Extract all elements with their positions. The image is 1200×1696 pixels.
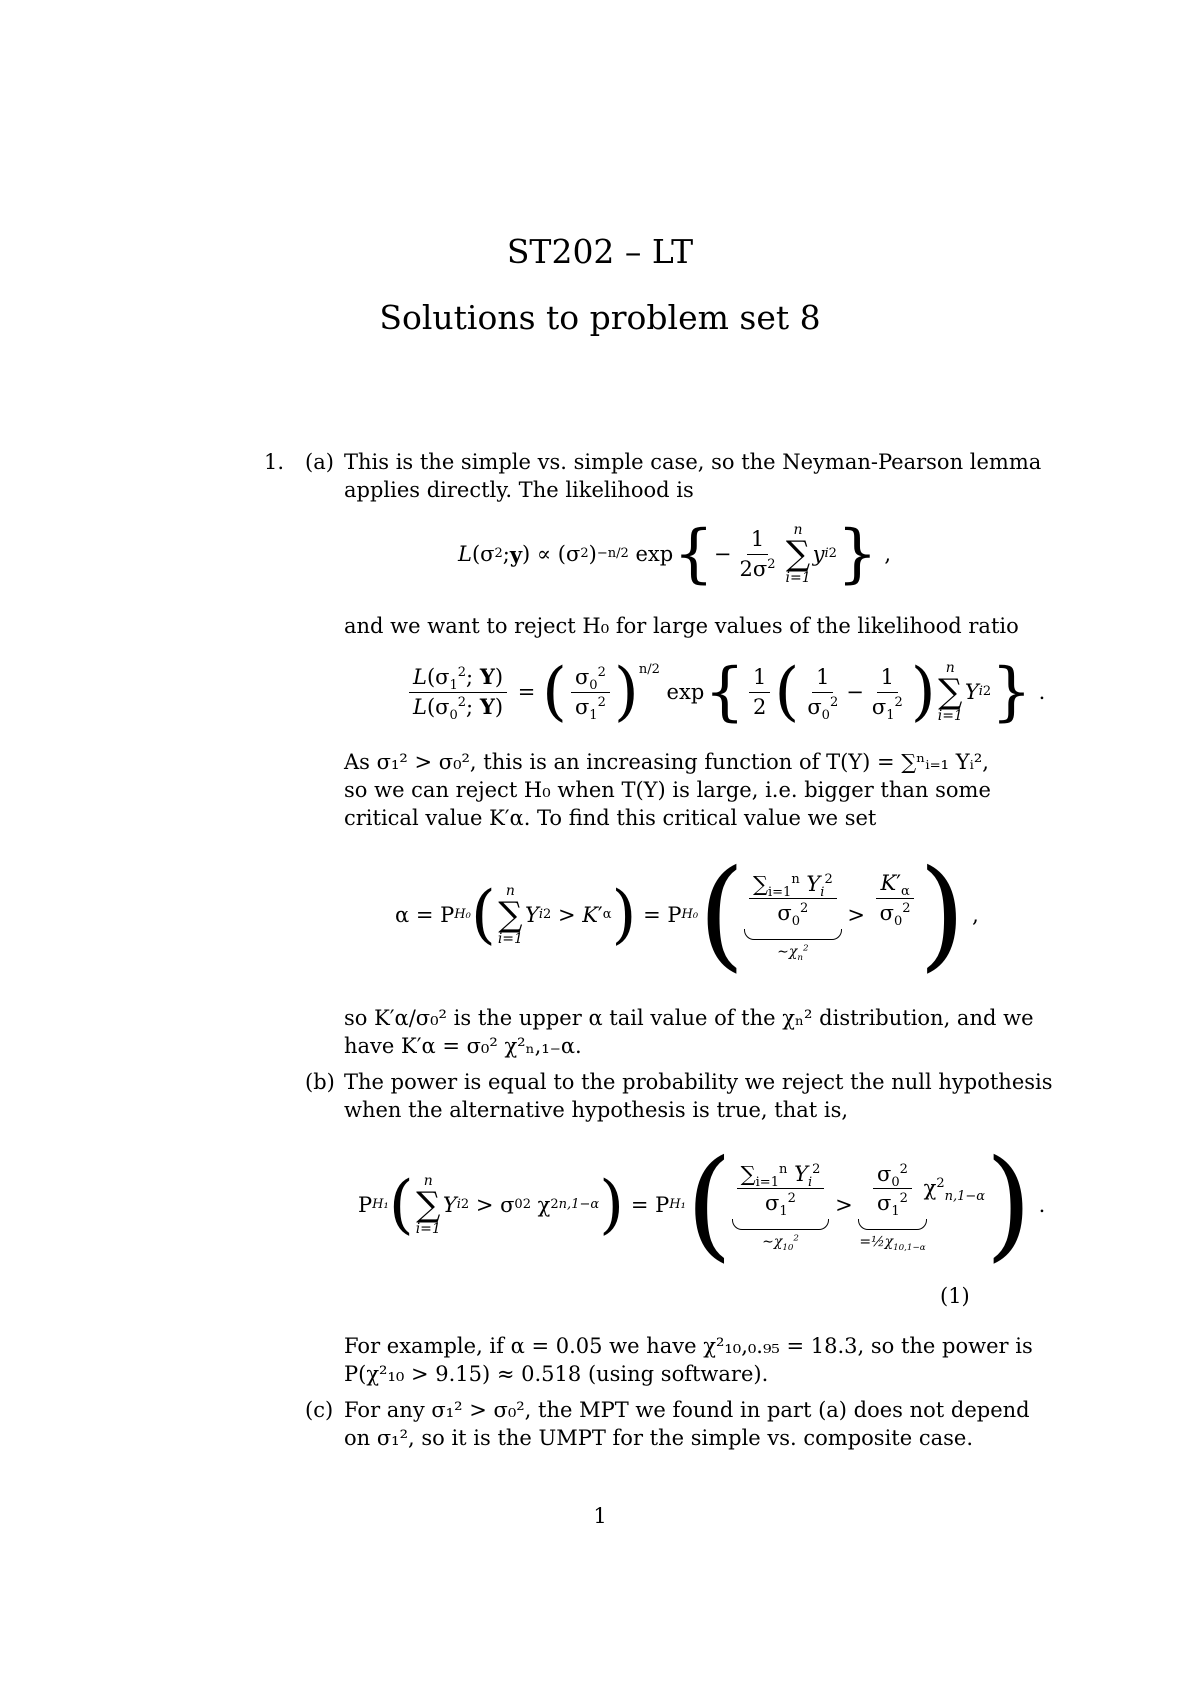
- part-b-line1: The power is equal to the probability we reject the null hypothesis: [344, 1070, 1053, 1094]
- part-a-text4-line2: have K′α = σ₀² χ²ₙ,₁₋α.: [344, 1034, 582, 1058]
- likelihood-ratio-equation: $\frac{L(\sigma_1^2; Y)}{L(\sigma_0^2; Y)}$ = ( $\frac{\sigma_0^2}{\sigma_1^2}$ ) $^{n/2}$ exp { $\frac{1}{2}$ ( $\frac{1}{\sigma_0^2}$ − $\frac{1}{\sigma_1^2}$ ) n ∑ i=1 Y i 2 } .: [405, 648, 1045, 736]
- part-c-line1: For any σ₁² > σ₀², the MPT we found in part (a) does not depend: [344, 1398, 1030, 1422]
- equation-number: (1): [940, 1284, 970, 1308]
- document-subtitle: Solutions to problem set 8: [379, 298, 821, 337]
- problem-number: 1.: [264, 450, 285, 474]
- part-b-line2: when the alternative hypothesis is true, that is,: [344, 1098, 849, 1122]
- part-b-example-line2: P(χ²₁₀ > 9.15) ≈ 0.518 (using software).: [344, 1362, 769, 1386]
- document-title: ST202 – LT: [506, 232, 694, 271]
- part-c-label: (c): [305, 1398, 334, 1422]
- part-b-label: (b): [305, 1070, 335, 1094]
- part-a-line2: applies directly. The likelihood is: [344, 478, 694, 502]
- likelihood-equation: L (σ 2 ; y ) ∝ (σ 2 ) −n/2 exp { − $\frac{1}{2\sigma^2}$ n ∑ i=1 y i 2 } ,: [458, 517, 892, 591]
- page-number: 1: [593, 1504, 607, 1528]
- part-a-text3-line3: critical value K′α. To find this critical value we set: [344, 806, 877, 830]
- part-a-text4-line1: so K′α/σ₀² is the upper α tail value of the χₙ² distribution, and we: [344, 1006, 1034, 1030]
- part-a-label: (a): [305, 450, 334, 474]
- part-a-line1: This is the simple vs. simple case, so the Neyman-Pearson lemma: [344, 450, 1042, 474]
- power-equation: P H₁ ( n ∑ i=1 Y i 2 > σ 0 2 χ 2 n,1−α ) = P H₁ ( $\frac{\sum_{i=1}^n Y_i^2}{\sigma_1^2}$ $\sim\chi_{10}^2$ > $\frac{\sigma_0^2}{\sigma_1^2}$ $=\frac{1}{2}\chi_{10,1-\alpha}$ $\chi^2_{n,1-\alpha}$ ) .: [358, 1135, 1046, 1274]
- part-a-text2: and we want to reject H₀ for large values of the likelihood ratio: [344, 614, 1019, 638]
- part-a-text3-line2: so we can reject H₀ when T(Y) is large, i.e. bigger than some: [344, 778, 991, 802]
- critical-value-equation: α = P H₀ ( n ∑ i=1 Y i 2 > K ′ α ) = P H₀ ( $\frac{\sum_{i=1}^n Y_i^2}{\sigma_0^2}$ $\sim\chi_n^2$ > $\frac{K'_\alpha}{\sigma_0^2}$ ) ,: [395, 845, 979, 984]
- part-c-line2: on σ₁², so it is the UMPT for the simple vs. composite case.: [344, 1426, 973, 1450]
- part-a-text3-line1: As σ₁² > σ₀², this is an increasing function of T(Y) = ∑ⁿᵢ₌₁ Yᵢ²,: [344, 750, 989, 774]
- part-b-example-line1: For example, if α = 0.05 we have χ²₁₀,₀.₉₅ = 18.3, so the power is: [344, 1334, 1033, 1358]
